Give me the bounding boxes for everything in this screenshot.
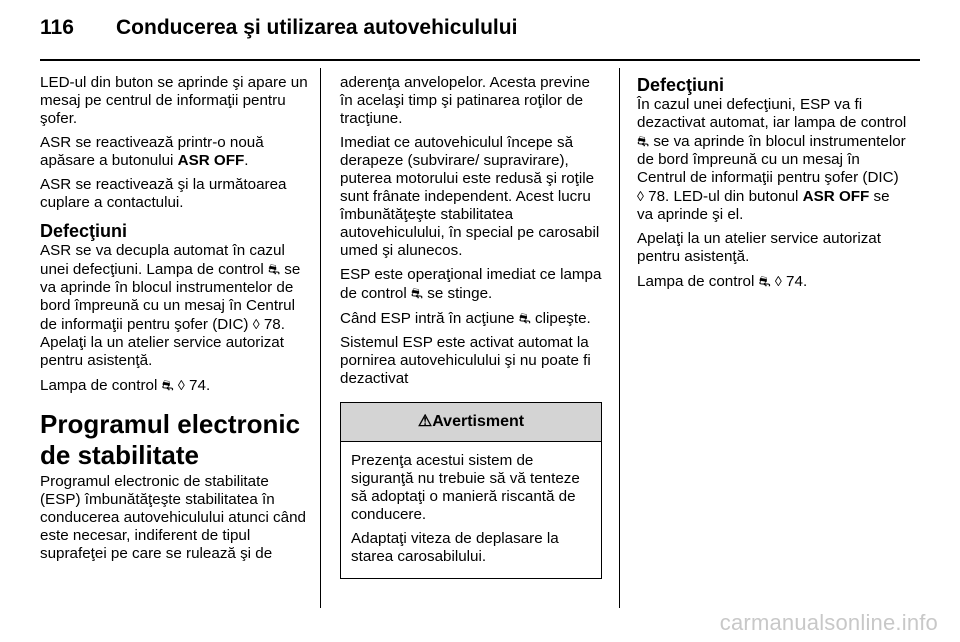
column-divider-1: [320, 68, 321, 608]
warning-box: [340, 402, 602, 579]
control-lamp-icon: ⛐: [161, 377, 174, 393]
control-lamp-icon: ⛐: [518, 310, 531, 326]
warning-icon: ⚠: [417, 413, 433, 430]
control-lamp-icon: ⛐: [267, 261, 281, 277]
paragraph: ASR se reactivează printr-o nouă apăsare a butonului ASR OFF.: [40, 134, 264, 169]
paragraph: Când ESP intră în acţiune ⛐ clipeşte.: [340, 310, 591, 327]
paragraph: LED-ul din buton se aprinde şi apare un mesaj pe centrul de informaţii pentru şofer.: [40, 74, 308, 127]
warning-body: [341, 442, 601, 578]
page-reference-icon: ◊: [252, 316, 260, 332]
page-number: 116: [40, 16, 74, 39]
column-divider-2: [619, 68, 620, 608]
warning-text: Prezenţa acestui sistem de siguranţă nu trebuie să vă tenteze să adoptaţi o manieră riscantă de conducere.: [351, 452, 580, 523]
section-heading-faults: Defecţiuni: [40, 221, 128, 241]
control-lamp-icon: ⛐: [758, 273, 771, 289]
warning-title: Avertisment: [432, 413, 525, 430]
paragraph: Imediat ce autovehiculul începe să derapeze (subvirare/ supravirare), puterea motorului este redusă şi roţile sunt frânate independent. Acest lucru îmbunătăţeşte stabilitatea autovehiculului, în special pe carosabil umed şi alunecos.: [340, 134, 600, 259]
paragraph: ESP este operaţional imediat ce lampa de control ⛐ se stinge.: [340, 266, 602, 302]
section-heading-faults: Defecţiuni: [637, 75, 725, 95]
asr-off-label: ASR OFF: [802, 188, 870, 205]
page-header: [40, 14, 920, 42]
page-reference-icon: ◊: [774, 273, 782, 289]
warning-header: [341, 403, 601, 442]
paragraph: aderenţa anvelopelor. Acesta previne în acelaşi timp şi patinarea roţilor de tracţiune.: [340, 74, 590, 127]
page-title: Conducerea şi utilizarea autovehiculului: [116, 16, 518, 39]
page-reference-icon: ◊: [177, 377, 185, 393]
paragraph: ASR se va decupla automat în cazul unei defecţiuni. Lampa de control ⛐ se va aprinde în blocul instrumentelor de bord împreună cu un mesaj în Centrul de informaţii pentru şofer (DIC) ◊ 78. Apelaţi la un atelier service autorizat pentru asistenţă.: [40, 242, 301, 369]
paragraph: Lampa de control ⛐ ◊ 74.: [40, 377, 211, 394]
paragraph: ASR se reactivează şi la următoarea cuplare a contactului.: [40, 176, 287, 211]
asr-off-label: ASR OFF: [177, 152, 245, 169]
header-rule: [40, 59, 920, 61]
paragraph: Apelaţi la un atelier service autorizat pentru asistenţă.: [637, 230, 881, 265]
paragraph: În cazul unei defecţiuni, ESP va fi dezactivat automat, iar lampa de control ⛐ se va aprinde în blocul instrumentelor de bord împreună cu un mesaj în Centrul de informaţii pentru şofer (DIC) ◊ 78. LED-ul din butonul ASR OFF se va aprinde şi el.: [637, 96, 907, 223]
column-1: [40, 74, 308, 569]
section-heading-esp: Programul electronic de stabilitate: [40, 409, 301, 470]
control-lamp-icon: ⛐: [637, 133, 650, 149]
column-3: [637, 74, 907, 297]
paragraph: Programul electronic de stabilitate (ESP) îmbunătăţeşte stabilitatea în conducerea autovehiculului atunci când este necesar, indiferent de tipul suprafeţei pe care se rulează şi de: [40, 473, 306, 562]
control-lamp-icon: ⛐: [410, 285, 424, 301]
warning-text: Adaptaţi viteza de deplasare la starea carosabilului.: [351, 530, 559, 565]
watermark: carmanualsonline.info: [719, 610, 938, 635]
page-reference-icon: ◊: [637, 188, 644, 204]
paragraph: Sistemul ESP este activat automat la pornirea autovehiculului şi nu poate fi dezactivat: [340, 334, 591, 387]
column-2: [340, 74, 602, 579]
paragraph: Lampa de control ⛐ ◊ 74.: [637, 273, 808, 290]
